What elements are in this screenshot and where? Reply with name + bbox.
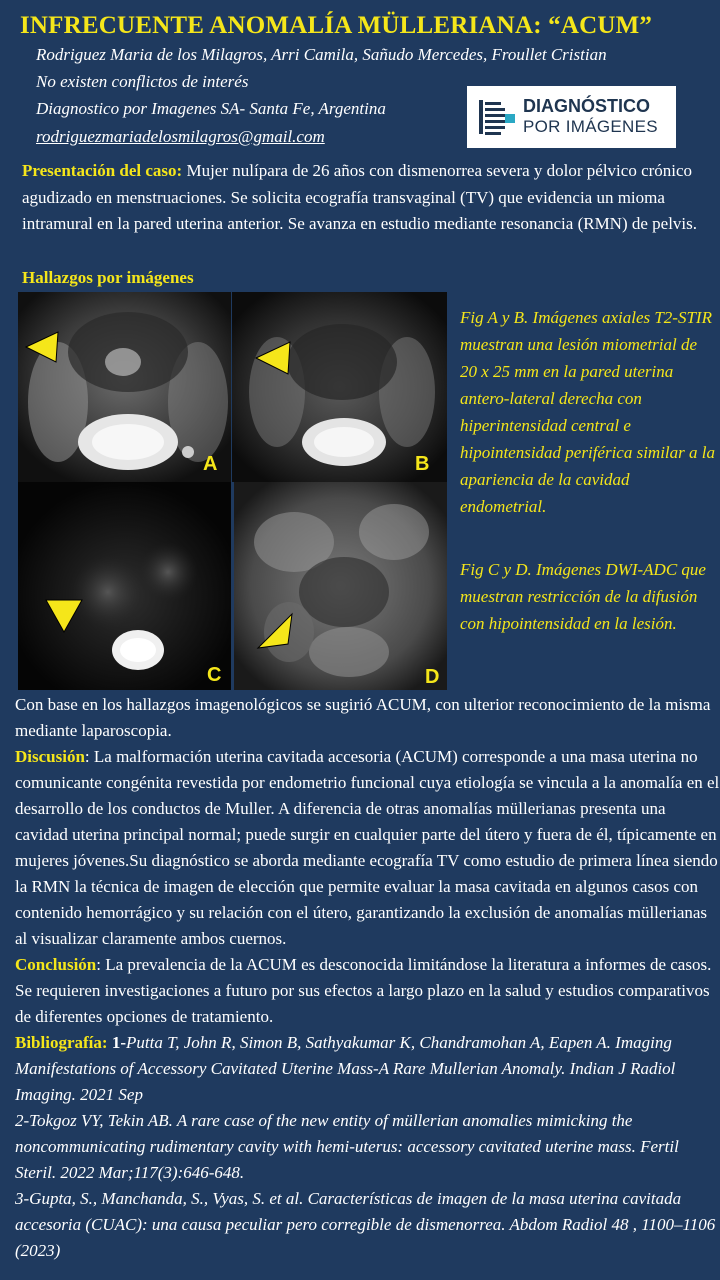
bibliography-heading: Bibliografía: bbox=[15, 1033, 108, 1052]
case-presentation bbox=[22, 158, 712, 238]
arrow-pointer-icon bbox=[24, 330, 60, 364]
discussion-heading: Discusión bbox=[15, 747, 85, 766]
logo bbox=[467, 86, 676, 148]
caption-cd: Fig C y D. Imágenes DWI-ADC que muestran restricción de la difusión con hipointensidad en la lesión. bbox=[460, 560, 706, 633]
conflicts-statement: No existen conflictos de interés bbox=[36, 72, 249, 91]
conclusion-paragraph bbox=[15, 952, 720, 1030]
adc-image-d bbox=[234, 482, 447, 690]
bibliography bbox=[15, 1030, 720, 1108]
logo-text-line1: DIAGNÓSTICO bbox=[523, 96, 651, 116]
presentation-text: Mujer nulípara de 26 años con dismenorrea severa y dolor pélvico crónico agudizado en menstruaciones. Se solicita ecografía transvaginal (TV) que evidencia un mioma intramural en la pared uterina anterior. Se avanza en estudio mediante resonancia (RMN) de pelvis. bbox=[22, 161, 698, 233]
institution: Diagnostico por Imagenes SA- Santa Fe, Argentina bbox=[36, 99, 386, 118]
discussion-paragraph bbox=[15, 744, 720, 952]
arrow-pointer-icon bbox=[44, 598, 84, 634]
arrow-pointer-icon bbox=[254, 340, 292, 376]
reference-1-number: 1- bbox=[107, 1033, 126, 1052]
reference-3: 3-Gupta, S., Manchanda, S., Vyas, S. et al. Características de imagen de la masa uterina cavitada accesoria (CUAC): una causa peculiar pero corregible de dismenorrea. Abdom Radiol 48 , 1100–1106 (2023) bbox=[15, 1189, 716, 1260]
logo-text-line2: POR IMÁGENES bbox=[523, 117, 658, 136]
presentation-heading: Presentación del caso: bbox=[22, 161, 183, 180]
arrow-pointer-icon bbox=[256, 612, 294, 650]
authors: Rodriguez Maria de los Milagros, Arri Camila, Sañudo Mercedes, Froullet Cristian bbox=[36, 45, 607, 64]
figure-label-c: C bbox=[207, 664, 222, 686]
body-text bbox=[15, 692, 720, 1264]
mri-image-a bbox=[18, 292, 231, 482]
logo-mark-icon bbox=[479, 98, 515, 136]
email-link[interactable]: rodriguezmariadelosmilagros@gmail.com bbox=[36, 127, 325, 146]
figure-label-a: A bbox=[203, 453, 218, 475]
dwi-image-c bbox=[18, 482, 231, 690]
discussion-text: : La malformación uterina cavitada accesoria (ACUM) corresponde a una masa uterina no comunicante congénita revestida por endometrio funcional cuya etiología se vincula a la anomalía en el desarrollo de los conductos de Muller. A diferencia de otras anomalías müllerianas presenta una cavidad uterina principal normal; puede surgir en cualquier parte del útero y fuera de él, típicamente en mujeres jóvenes.Su diagnóstico se aborda mediante ecografía TV como estudio de primera línea siendo la RMN la técnica de imagen de elección que permite evaluar la masa cavitada en algunos casos con contenido hemorrágico y su relación con el útero, garantizando la exclusión de anomalías müllerianas al visualizar claramente ambos cuernos. bbox=[15, 747, 720, 948]
findings-heading: Hallazgos por imágenes bbox=[22, 268, 194, 287]
poster-title: INFRECUENTE ANOMALÍA MÜLLERIANA: “ACUM” bbox=[20, 12, 653, 39]
conclusion-heading: Conclusión bbox=[15, 955, 97, 974]
intro-paragraph: Con base en los hallazgos imagenológicos se sugirió ACUM, con ulterior reconocimiento de la misma mediante laparoscopia. bbox=[15, 695, 711, 740]
figure-label-b: B bbox=[415, 453, 430, 475]
figure-label-d: D bbox=[425, 666, 440, 688]
reference-1: Putta T, John R, Simon B, Sathyakumar K, Chandramohan A, Eapen A. Imaging Manifestations of Accessory Cavitated Uterine Mass-A Rare Mullerian Anomaly. Indian J Radiol Imaging. 2021 Sep bbox=[15, 1033, 676, 1104]
reference-2: 2-Tokgoz VY, Tekin AB. A rare case of the new entity of müllerian anomalies mimicking the noncommunicating rudimentary cavity with hemi-uterus: accessory cavitated uterine mass. Fertil Steril. 2022 Mar;117(3):646-648. bbox=[15, 1111, 679, 1182]
caption-ab: Fig A y B. Imágenes axiales T2-STIR muestran una lesión miometrial de 20 x 25 mm en la pared uterina antero-lateral derecha con hiperintensidad central e hipointensidad periférica similar a la apariencia de la cavidad endometrial. bbox=[460, 308, 715, 516]
conclusion-text: : La prevalencia de la ACUM es desconocida limitándose la literatura a informes de casos. Se requieren investigaciones a futuro por sus efectos a largo plazo en la salud y estudios comparativos de diferentes opciones de tratamiento. bbox=[15, 955, 712, 1026]
